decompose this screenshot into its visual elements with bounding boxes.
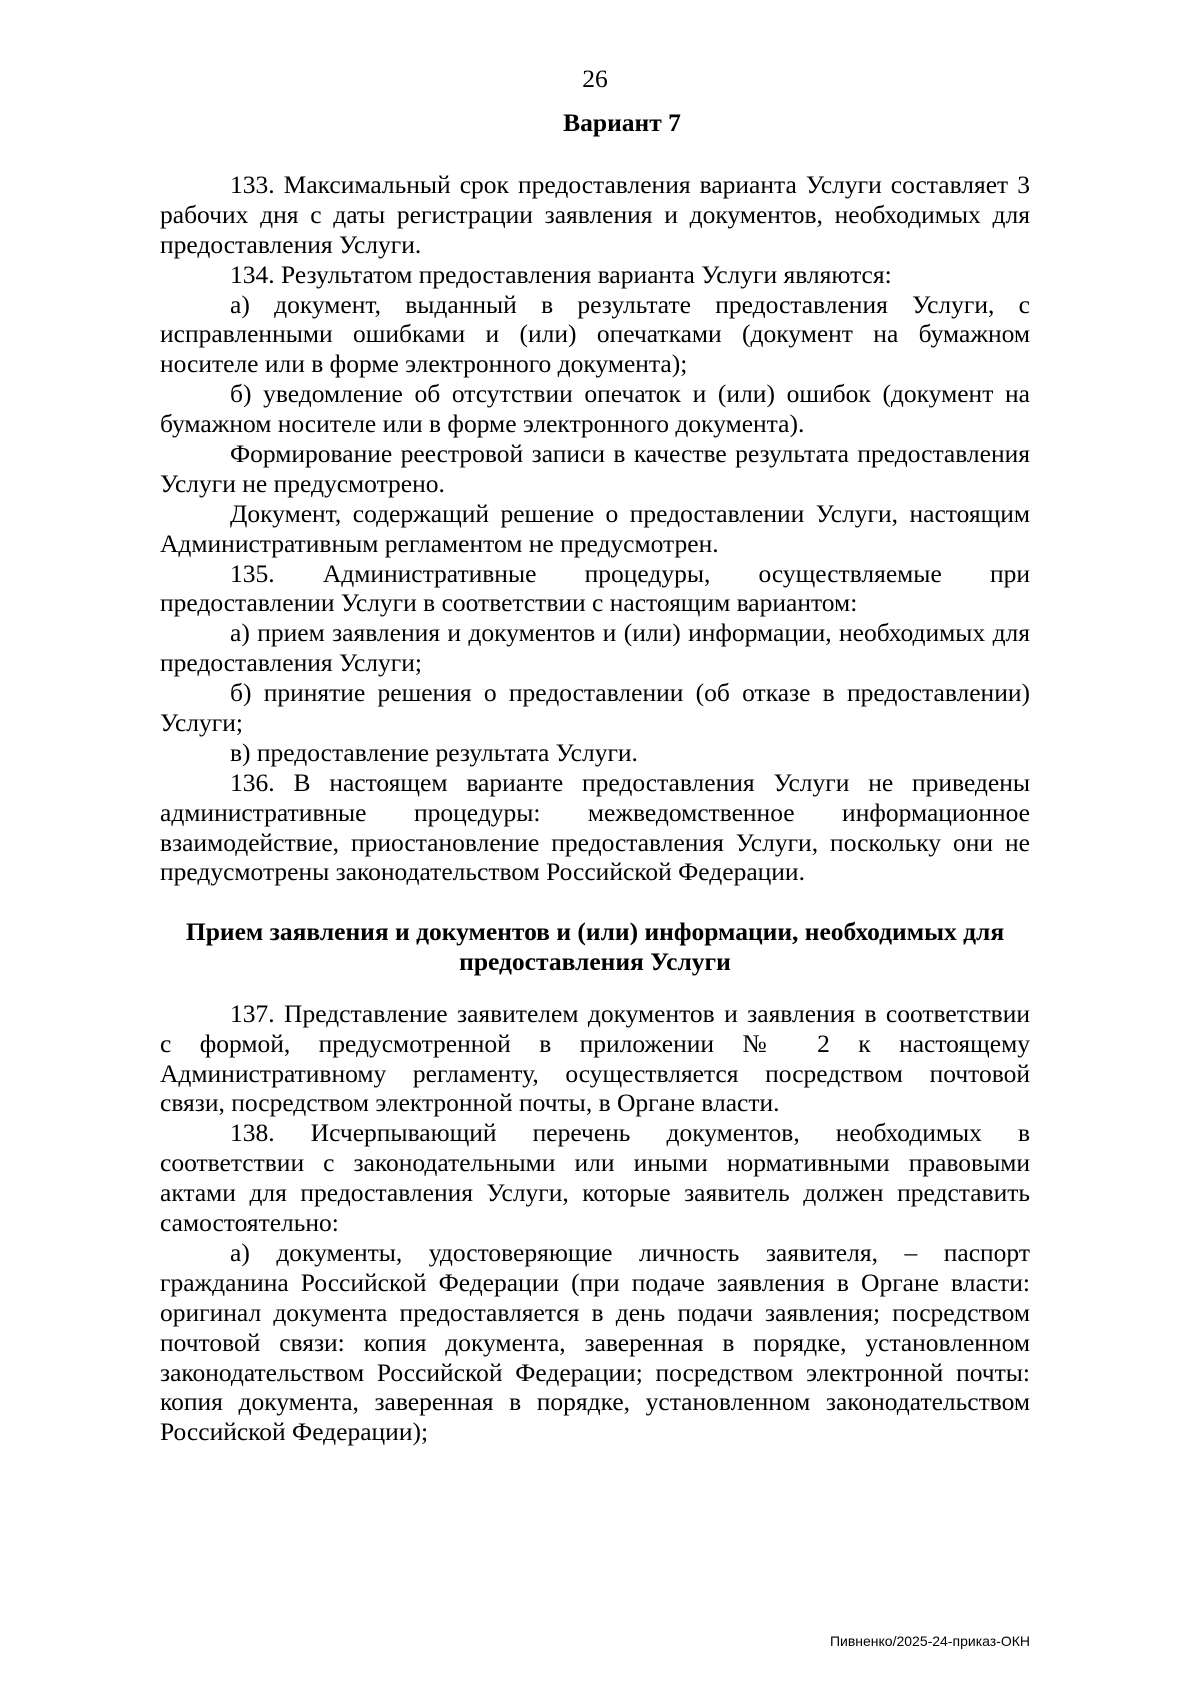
text-line: Российской Федерации);	[160, 1417, 429, 1447]
text-line: 136. В настоящем варианте предоставления Услуги не приведены	[230, 767, 1030, 797]
list-item-b	[160, 379, 1030, 439]
paragraph-135	[160, 559, 1030, 619]
list-item-a	[160, 618, 1030, 678]
text-line: оригинал документа предоставляется в день подачи заявления; посредством	[160, 1297, 1030, 1327]
paragraph-138	[160, 1118, 1030, 1238]
text-line: предоставления Услуги;	[160, 648, 422, 678]
text-line: 133. Максимальный срок предоставления варианта Услуги составляет 3	[230, 169, 1030, 199]
list-item-a	[160, 1238, 1030, 1447]
text-line: Услуги;	[160, 708, 243, 737]
section-heading	[160, 917, 1030, 977]
text-line: Административному регламенту, осуществляется посредством почтовой	[160, 1058, 1030, 1088]
text-line: в) предоставление результата Услуги.	[230, 737, 638, 767]
text-line: 134. Результатом предоставления варианта Услуги являются:	[230, 259, 892, 289]
text-line: копия документа, заверенная в порядке, установленном законодательством	[160, 1387, 1030, 1417]
text-line: а) документы, удостоверяющие личность заявителя, – паспорт	[230, 1237, 1030, 1267]
text-line: б) уведомление об отсутствии опечаток и (или) ошибок (документ на	[230, 379, 1030, 409]
paragraph-136	[160, 768, 1030, 888]
heading-line: Прием заявления и документов и (или) информации, необходимых для	[185, 917, 1005, 947]
text-column	[160, 64, 1030, 1447]
text-line: 135. Административные процедуры, осуществляемые при	[230, 558, 1030, 588]
text-line: Услуги не предусмотрено.	[160, 468, 445, 498]
paragraph-133	[160, 170, 1030, 260]
variant-heading: Вариант 7	[563, 107, 681, 137]
text-line: предусмотрены законодательством Российской Федерации.	[160, 857, 805, 887]
text-line: гражданина Российской Федерации (при подаче заявления в Органе власти:	[160, 1267, 1030, 1297]
list-item-a	[160, 290, 1030, 380]
text-line: предоставлении Услуги в соответствии с настоящим вариантом:	[160, 588, 858, 618]
text-line: б) принятие решения о предоставлении (об отказе в предоставлении)	[230, 678, 1030, 708]
footer-doc-code: Пивненко/2025-24-приказ-ОКН	[829, 1633, 1030, 1649]
text-line: исправленными ошибками и (или) опечатками (документ на бумажном	[160, 319, 1030, 349]
paragraph-134	[160, 260, 1030, 290]
text-line: 138. Исчерпывающий перечень документов, необходимых в	[230, 1118, 1030, 1148]
text-line: законодательством Российской Федерации; посредством электронной почты:	[160, 1357, 1030, 1387]
paragraph-decision-document	[160, 499, 1030, 559]
list-item-v	[160, 738, 1030, 768]
text-line: Документ, содержащий решение о предоставлении Услуги, настоящим	[230, 498, 1030, 528]
text-line: бумажном носителе или в форме электронного документа).	[160, 409, 805, 439]
text-line: соответствии с законодательными или иными нормативными правовыми	[160, 1148, 1030, 1178]
text-line: связи, посредством электронной почты, в Органе власти.	[160, 1088, 780, 1118]
text-line: Административным регламентом не предусмотрен.	[160, 528, 719, 558]
text-line: взаимодействие, приостановление предоставления Услуги, поскольку они не	[160, 827, 1030, 857]
text-line: самостоятельно:	[160, 1208, 339, 1238]
text-line: носителе или в форме электронного документа);	[160, 349, 688, 379]
main-text-part-2	[160, 999, 1030, 1447]
text-line: а) прием заявления и документов и (или) информации, необходимых для	[230, 618, 1030, 648]
text-line: 137. Представление заявителем документов и заявления в соответствии	[230, 998, 1030, 1028]
paragraph-137	[160, 999, 1030, 1119]
heading-line: предоставления Услуги	[459, 947, 731, 977]
text-line: административные процедуры: межведомственное информационное	[160, 797, 1030, 827]
paragraph-registry-record	[160, 439, 1030, 499]
text-line: а) документ, выданный в результате предоставления Услуги, с	[230, 289, 1030, 319]
list-item-b	[160, 678, 1030, 738]
text-line: Формирование реестровой записи в качестве результата предоставления	[230, 438, 1030, 468]
text-line: предоставления Услуги.	[160, 229, 422, 259]
text-line: рабочих дня с даты регистрации заявления и документов, необходимых для	[160, 199, 1030, 229]
main-text-part-1	[160, 170, 1030, 887]
page-number: 26	[582, 64, 608, 93]
text-line: почтовой связи: копия документа, заверенная в порядке, установленном	[160, 1327, 1030, 1357]
text-line: актами для предоставления Услуги, которые заявитель должен представить	[160, 1178, 1030, 1208]
text-line: с формой, предусмотренной в приложении № 2 к настоящему	[160, 1028, 1030, 1058]
